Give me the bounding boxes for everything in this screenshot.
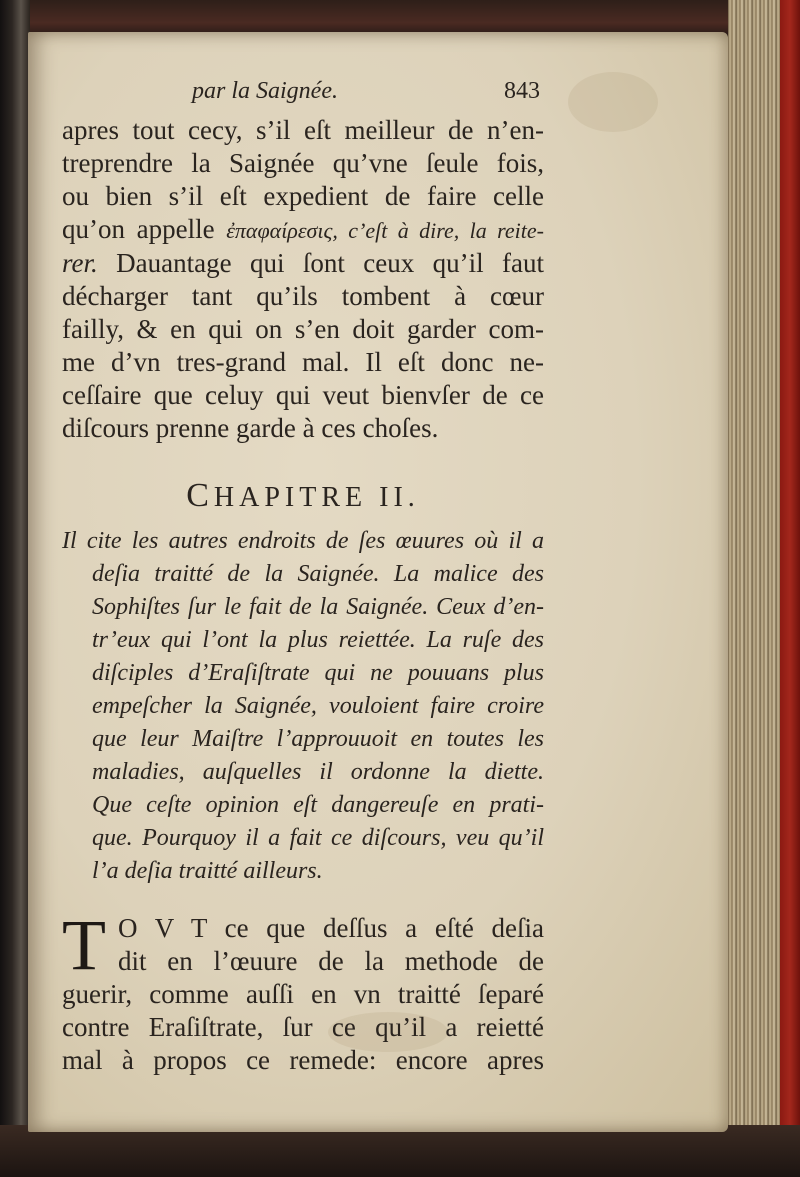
italic-word: rer. [62, 248, 98, 278]
page-number: 843 [504, 78, 540, 104]
text-line: O V T ce que deſſus a eſté deſia [118, 913, 544, 943]
summary-line: Que ceſte opinion eſt dangereuſe en prati- [92, 792, 544, 818]
drop-cap-letter: T [62, 905, 106, 985]
summary-line: deſia traitté de la Saignée. La malice des [92, 561, 544, 587]
text-line: me d’vn tres-grand mal. Il eſt donc ne- [62, 347, 544, 377]
summary-line: empeſcher la Saignée, vouloient faire croire [92, 693, 544, 719]
summary-line: maladies, auſquelles il ordonne la diette. [92, 759, 544, 785]
page-block-edges [728, 0, 800, 1177]
summary-line: tr’eux qui l’ont la plus reiettée. La ruſe des [92, 627, 544, 653]
text-line: mal à propos ce remede: encore apres [62, 1045, 544, 1075]
chapter-initial: C [186, 477, 214, 514]
text-line: guerir, comme auſſi en vn traitté ſeparé [62, 979, 544, 1009]
text-line: diſcours prenne garde à ces choſes. [62, 413, 439, 443]
text-line: contre Eraſiſtrate, ſur ce qu’il a reietté [62, 1012, 544, 1042]
text-line: treprendre la Saignée qu’vne ſeule fois, [62, 148, 544, 178]
greek-term: ἐπαφαίρεσις, c’eſt à dire, la reite- [226, 218, 545, 243]
book-bottom-edge [0, 1125, 800, 1177]
text-run: Dauantage qui ſont ceux qu’il faut [97, 248, 544, 278]
chapter-heading [62, 477, 544, 515]
paper-stain [568, 72, 658, 132]
paragraph-2 [62, 905, 544, 1077]
running-title: par la Saignée. [192, 78, 338, 104]
summary-line: l’a deſia traitté ailleurs. [92, 858, 323, 884]
book-binding [0, 0, 30, 1177]
chapter-numeral: II. [379, 482, 420, 513]
paragraph-1 [62, 114, 544, 445]
text-line [62, 213, 544, 247]
text-run: qu’on appelle [62, 214, 215, 244]
text-line: apres tout cecy, s’il eſt meilleur de n’en- [62, 115, 544, 145]
summary-line: Sophiſtes ſur le fait de la Saignée. Ceux d’en- [92, 594, 544, 620]
running-header [62, 78, 544, 114]
summary-line: que leur Maiſtre l’approuuoit en toutes les [92, 726, 544, 752]
text-line: ou bien s’il eſt expedient de faire celle [62, 181, 544, 211]
summary-line: diſciples d’Eraſiſtrate qui ne pouuans plus [92, 660, 544, 686]
text-line [62, 247, 544, 280]
chapter-word: HAPITRE [213, 482, 368, 513]
text-line: ceſſaire que celuy qui veut bienvſer de ce [62, 380, 544, 410]
page-text [62, 78, 544, 1077]
text-line: failly, & en qui on s’en doit garder com- [62, 314, 544, 344]
summary-line: Il cite les autres endroits de ſes œuures où il a [62, 528, 544, 554]
chapter-summary [62, 525, 544, 888]
summary-line: que. Pourquoy il a fait ce diſcours, veu qu’il [92, 825, 544, 851]
text-line: dit en l’œuure de la methode de [118, 946, 544, 976]
text-line: décharger tant qu’ils tombent à cœur [62, 281, 544, 311]
